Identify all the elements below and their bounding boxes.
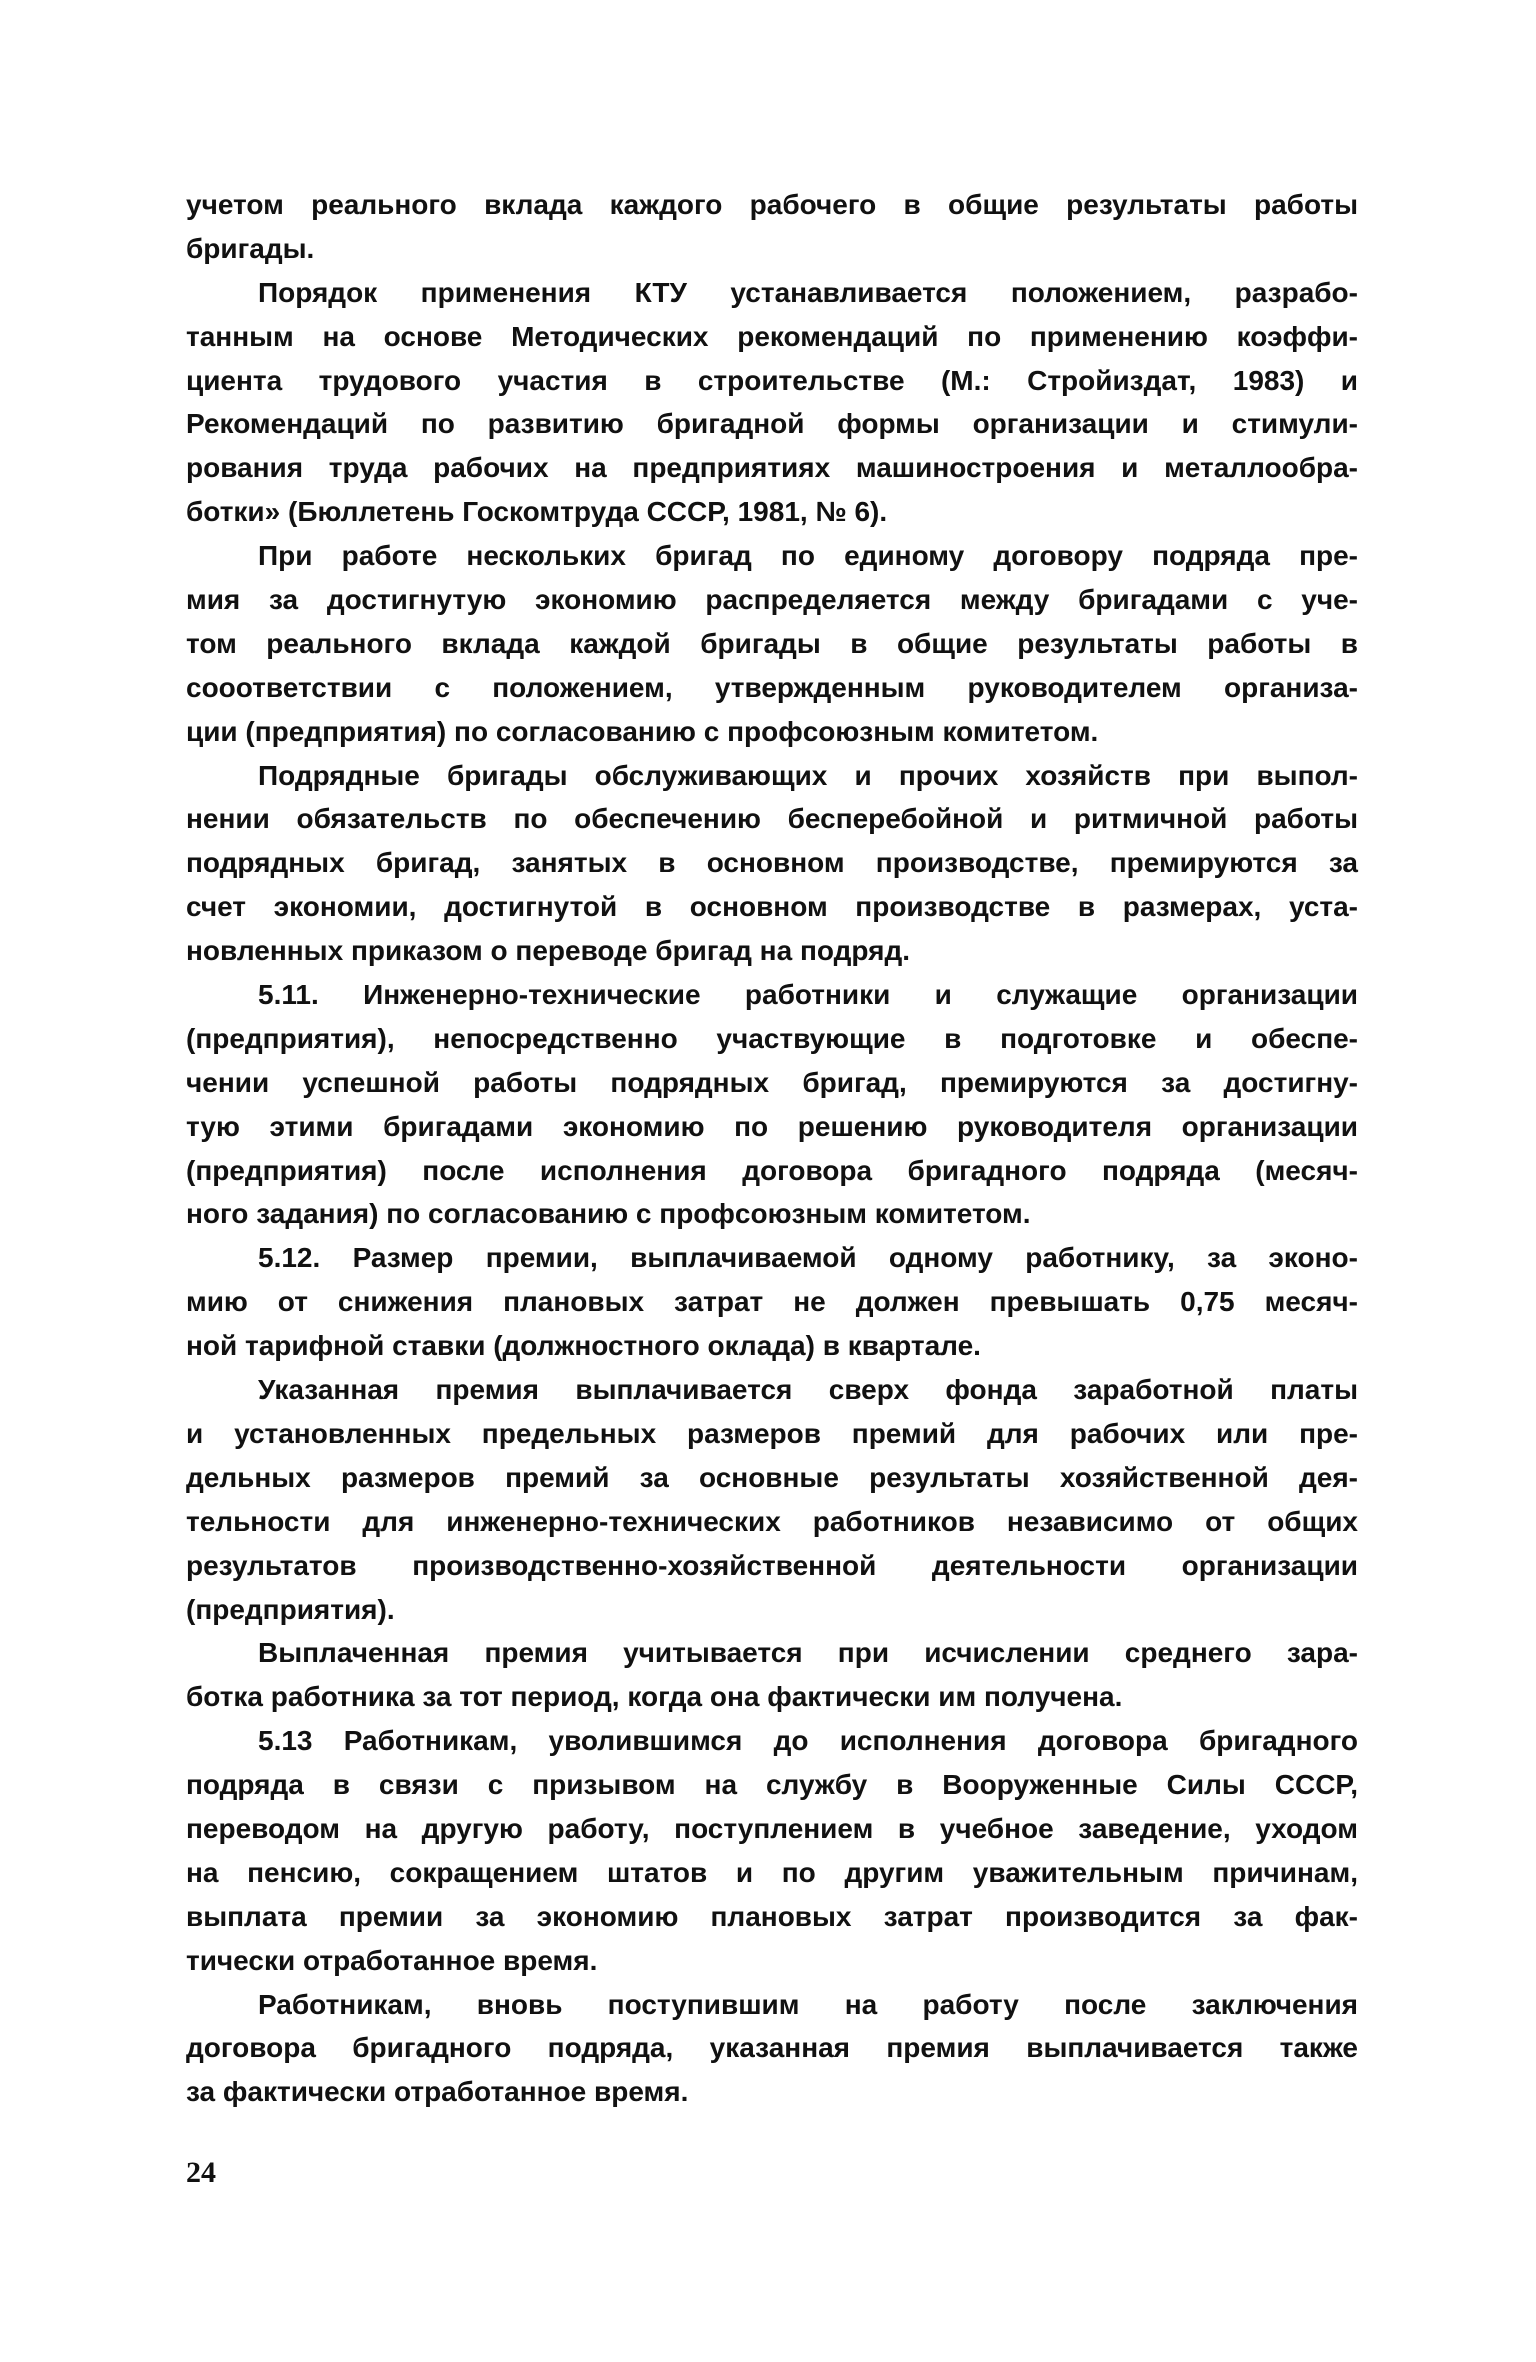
text-line: подрядных бригад, занятых в основном производстве, премируются за — [186, 847, 1358, 879]
text-line: танным на основе Методических рекомендаций по применению коэффи- — [186, 320, 1358, 352]
text-line: мия за достигнутую экономию распределяется между бригадами с уче- — [186, 584, 1358, 616]
text-line: ной тарифной ставки (должностного оклада) в квартале. — [186, 1330, 981, 1362]
text-line: и установленных предельных размеров премий для рабочих или пре- — [186, 1417, 1358, 1449]
paragraph — [186, 1236, 1358, 1368]
text-line: (предприятия) после исполнения договора бригадного подряда (месяч- — [186, 1154, 1358, 1186]
text-line: циента трудового участия в строительстве (М.: Стройиздат, 1983) и — [186, 364, 1358, 396]
text-line: Выплаченная премия учитывается при исчислении среднего зара- — [258, 1637, 1358, 1669]
text-line: подряда в связи с призывом на службу в Вооруженные Силы СССР, — [186, 1769, 1358, 1801]
text-line: тельности для инженерно-технических работников независимо от общих — [186, 1505, 1358, 1537]
text-line: чении успешной работы подрядных бригад, премируются за достигну- — [186, 1066, 1358, 1098]
text-line: бригады. — [186, 232, 315, 264]
text-line: учетом реального вклада каждого рабочего в общие результаты работы — [186, 189, 1358, 220]
text-line: тую этими бригадами экономию по решению руководителя организации — [186, 1110, 1358, 1142]
paragraph — [186, 271, 1358, 534]
page-number: 24 — [186, 2156, 216, 2189]
text-line: рования труда рабочих на предприятиях машиностроения и металлообра- — [186, 452, 1358, 484]
paragraph — [186, 1983, 1358, 2115]
text-line: 5.11. Инженерно-технические работники и служащие организации — [258, 979, 1358, 1011]
paragraph — [186, 1719, 1358, 1982]
text-line: Порядок применения КТУ устанавливается положением, разрабо- — [258, 276, 1358, 308]
text-line: (предприятия). — [186, 1593, 395, 1625]
paragraph — [186, 1631, 1358, 1719]
text-line: ботки» (Бюллетень Госкомтруда СССР, 1981, № 6). — [186, 496, 888, 528]
text-line: ного задания) по согласованию с профсоюзным комитетом. — [186, 1198, 1031, 1230]
text-line: Рекомендаций по развитию бригадной формы организации и стимули- — [186, 408, 1358, 440]
text-line: выплата премии за экономию плановых затрат производится за фак- — [186, 1900, 1358, 1932]
text-line: новленных приказом о переводе бригад на подряд. — [186, 935, 910, 967]
text-line: тически отработанное время. — [186, 1944, 598, 1976]
paragraph — [186, 754, 1358, 973]
text-line: за фактически отработанное время. — [186, 2076, 689, 2108]
text-line: результатов производственно-хозяйственной деятельности организации — [186, 1549, 1358, 1581]
page-body-text — [186, 183, 1358, 2114]
paragraph — [186, 534, 1358, 753]
text-line: мию от снижения плановых затрат не должен превышать 0,75 месяч- — [186, 1286, 1358, 1318]
text-line: ции (предприятия) по согласованию с профсоюзным комитетом. — [186, 715, 1099, 747]
paragraph — [186, 973, 1358, 1236]
text-line: 5.13 Работникам, уволившимся до исполнения договора бригадного — [258, 1725, 1358, 1757]
text-line: дельных размеров премий за основные результаты хозяйственной дея- — [186, 1461, 1358, 1493]
paragraph — [186, 183, 1358, 271]
text-line: переводом на другую работу, поступлением в учебное заведение, уходом — [186, 1812, 1358, 1844]
text-line: договора бригадного подряда, указанная премия выплачивается также — [186, 2032, 1358, 2064]
text-line: Указанная премия выплачивается сверх фонда заработной платы — [258, 1374, 1358, 1406]
text-line: счет экономии, достигнутой в основном производстве в размерах, уста- — [186, 891, 1358, 923]
paragraph — [186, 1368, 1358, 1631]
text-line: (предприятия), непосредственно участвующие в подготовке и обеспе- — [186, 1022, 1358, 1054]
text-line: Работникам, вновь поступившим на работу после заключения — [258, 1988, 1358, 2020]
text-line: ботка работника за тот период, когда она фактически им получена. — [186, 1681, 1123, 1713]
text-line: том реального вклада каждой бригады в общие результаты работы в — [186, 627, 1358, 659]
text-line: Подрядные бригады обслуживающих и прочих хозяйств при выпол- — [258, 759, 1358, 791]
text-line: на пенсию, сокращением штатов и по другим уважительным причинам, — [186, 1856, 1358, 1888]
text-line: сооответствии с положением, утвержденным руководителем организа- — [186, 671, 1358, 703]
text-line: При работе нескольких бригад по единому договору подряда пре- — [258, 540, 1358, 572]
text-line: нении обязательств по обеспечению бесперебойной и ритмичной работы — [186, 803, 1358, 835]
text-line: 5.12. Размер премии, выплачиваемой одному работнику, за эконо- — [258, 1242, 1358, 1274]
